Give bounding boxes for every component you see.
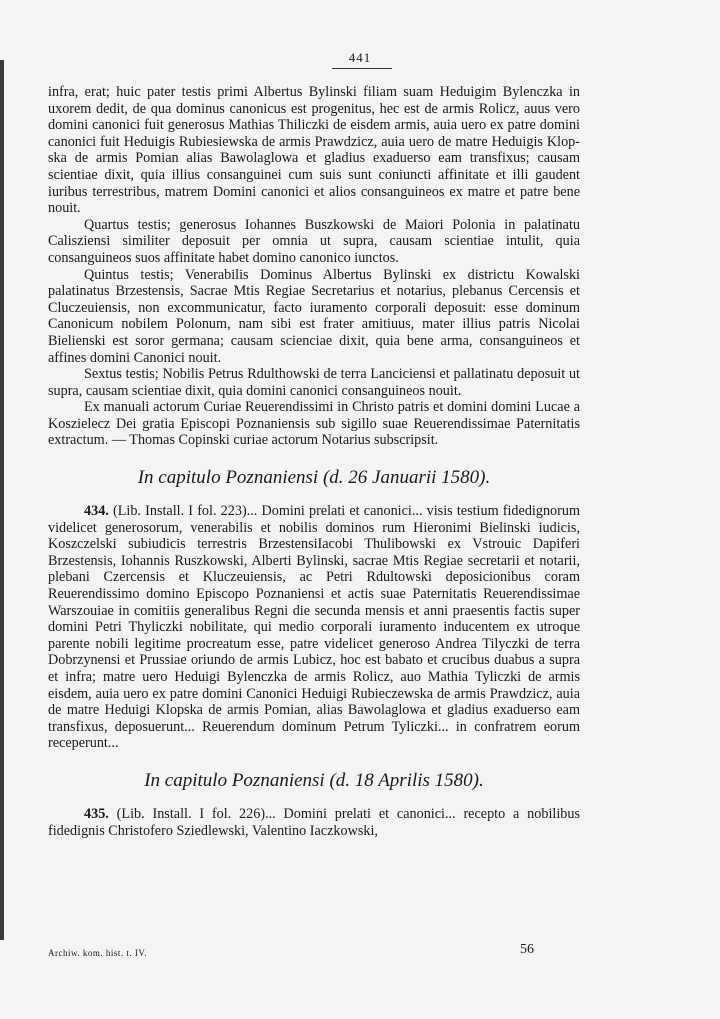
entry-435-number: 435. [84, 805, 109, 822]
paragraph-1: infra, erat; huic pater testis primi Albertus Bylinski filiam suam Heduigim Bylenczka in uxorem dedit, de qua dominus canonicus est progenitus, hec est de armis Rolicz, auus vero domini canonici fuit generosus Mathias Thiliczki de eisdem armis, auia uero ex patre domini canonici fuit Heduigis Rubiesiewska de armis Prawdzicz, auia uero de matre Heduigis Klopska de armis Pomian alias Bawolaglowa et gladius exaduerso eam transfixus; causam scientiae dixit, quia illius consanguinei cum suis sunt coniuncti affinitate et illi gaudent iuribus terrestribus, matrem Domini canonici et alios consanguineos ex matre et patre bene nouit. [48, 84, 580, 217]
paragraph-5: Ex manuali actorum Curiae Reuerendissimi in Christo patris et domini domini Lucae a Koszielecz Dei gratia Episcopi Poznaniensis sub sigillo suae Reuerendissimae Paternitatis extractum. — Thomas Copinski curiae actorum Notarius subscripsit. [48, 399, 580, 449]
entry-435 [48, 806, 580, 839]
page-number: 441 [348, 50, 372, 65]
entry-434-number: 434. [84, 503, 109, 520]
footer-page-number: 56 [520, 942, 534, 957]
paragraph-4: Sextus testis; Nobilis Petrus Rdulthowski de terra Lanciciensi et pallatinatu deposuit ut supra, causam scientiae dixit, quia domini canonici consanguineos nouit. [48, 366, 580, 399]
page-number-rule [332, 68, 392, 69]
section-heading-1: In capitulo Poznaniensi (d. 26 Januarii 1580). [137, 467, 491, 489]
footer-signature: Archiw. kom. hist. t. IV. [48, 948, 147, 958]
paragraph-3: Quintus testis; Venerabilis Dominus Albertus Bylinski ex districtu Kowalski palatinatus Brzestensis, Sacrae Mtis Regiae Secretarius et notarius, plebanus Cercensis et Cluczeuiensis, non excommunicatur, facto iuramento corporali deposuit: esse dominum Canonicum nobilem Polonum, nam sibi est frater amitiuus, mater illius patris Nicolai Bielienski est soror germana; causam scienciae dixit, quia bene arma, consanguineos et affines domini Canonici nouit. [48, 266, 580, 366]
entry-434 [48, 503, 580, 752]
page-edge-mark [0, 60, 4, 940]
entry-435-text: (Lib. Install. I fol. 226)... Domini prelati et canonici... recepto a nobilibus fidedignis Christofero Sziedlewski, Valentino Iaczkowski, [48, 805, 580, 839]
paragraph-2: Quartus testis; generosus Iohannes Buszkowski de Maiori Polonia in palatinatu Calisziensi similiter deposuit per omnia ut supra, causam scientiae intulit, quia consanguineos suos affinitate habet domino canonico iunctos. [48, 216, 580, 266]
section-heading-2: In capitulo Poznaniensi (d. 18 Aprilis 1580). [144, 769, 484, 791]
document-body [48, 84, 580, 839]
entry-434-text: (Lib. Install. I fol. 223)... Domini prelati et canonici... visis testium fidedignorum videlicet generosorum, venerabilis et nobilis dominos rum Hieronimi Bielinski iudicis, Koszczelski subiudicis terrestris BrzestensiIacobi Thulibowski ex Vstrouic Dapiferi Brzestensis, Iohannis Ruszkowski, Alberti Bylinski, sacrae Mtis Regiae secretarii et notarii, plebani Czercensis et Kluczeuiensis, ac Petri Rdultowski deposicionibus coram Reuerendissimo domino Episcopo Poznaniensi et actis suae Paternitatis Reuerendissimae Warszouiae in comitiis generalibus Regni die secunda mensis et anni praesentis factis super domini Petri Thyliczki nobilitate, qui medio corporali iuramento inducentem ex utroque parente nobili legitime procreatum esse, patre videlicet generoso Andrea Tilyczki de terra Dobrzynensi et Prussiae oriundo de armis Lubicz, hoc est babato et crucibus duabus a supra et infra; matre uero Heduigi Bylenczka de armis Rolicz, auo Mathia Tyliczki de armis eisdem, auia uero ex patre domini Canonici Heduigi Rubieczewska de armis Prawdzicz, auia de matre Heduigi Klopska de armis Pomian, alias Bawolaglowa et gladius exaduerso eam transfixus, deposuerunt... Reuerendum dominum Petrum Tyliczki... in confratrem eorum receperunt... [48, 503, 580, 752]
